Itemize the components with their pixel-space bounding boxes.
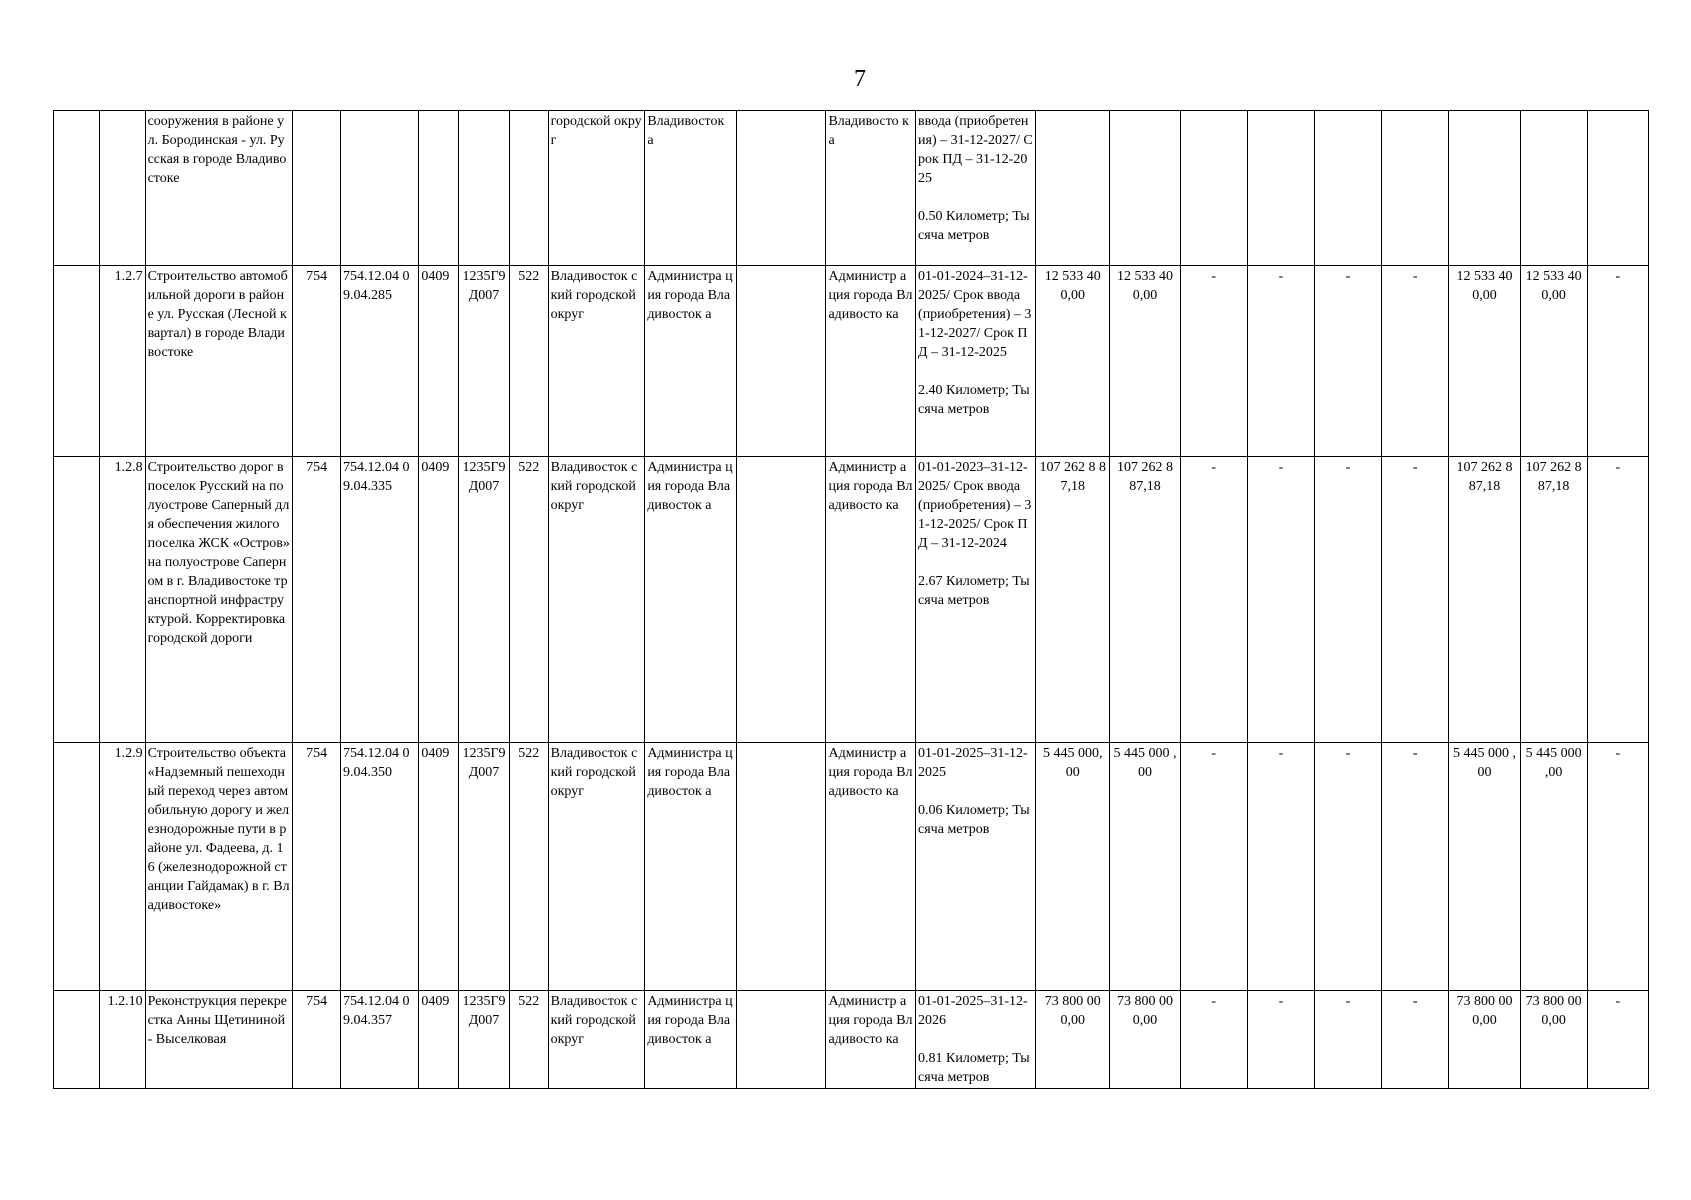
cell-object-name: Строительство дорог в поселок Русский на полуострове Саперный для обеспечения жилого поселка ЖСК «Остров» на полуострове Саперном в г. Владивостоке транспортной инфраструктурой. Корректировка городской дороги	[145, 457, 293, 743]
cell-municipality: Владивосток ский городской округ	[548, 457, 645, 743]
cell-empty	[736, 111, 826, 266]
cell-value-4	[1247, 111, 1314, 266]
cell-terms: 01-01-2025–31-12-2025 0.06 Километр; Тысяча метров	[916, 743, 1036, 991]
cell-value-5: -	[1314, 266, 1381, 457]
cell-value-1: 107 262 8 87,18	[1036, 457, 1110, 743]
table-row	[54, 457, 1649, 743]
cell-value-3: -	[1180, 743, 1247, 991]
cell-value-6: -	[1382, 991, 1449, 1089]
table-row	[54, 111, 1649, 266]
cell-value-2: 107 262 8 87,18	[1110, 457, 1180, 743]
cell-value-2: 5 445 000 ,00	[1110, 743, 1180, 991]
cell-empty	[736, 457, 826, 743]
cell-municipality: городской округ	[548, 111, 645, 266]
cell-object-code: 754.12.04 09.04.285	[341, 266, 419, 457]
cell-object-code	[341, 111, 419, 266]
cell-empty	[736, 266, 826, 457]
cell-vr: 522	[509, 991, 548, 1089]
cell-municipality: Владивосток ский городской округ	[548, 266, 645, 457]
table-row	[54, 266, 1649, 457]
cell-csr: 1235Г9 Д007	[459, 991, 510, 1089]
cell-value-7: 12 533 40 0,00	[1449, 266, 1520, 457]
cell-value-6: -	[1382, 457, 1449, 743]
cell-terms: 01-01-2025–31-12-2026 0.81 Километр; Тысяча метров	[916, 991, 1036, 1089]
cell-value-3: -	[1180, 991, 1247, 1089]
cell-value-7: 5 445 000 ,00	[1449, 743, 1520, 991]
cell-municipality: Владивосток ский городской округ	[548, 743, 645, 991]
cell-blank	[54, 111, 100, 266]
cell-object-name: Строительство автомобильной дороги в районе ул. Русская (Лесной квартал) в городе Владивостоке	[145, 266, 293, 457]
cell-section: 0409	[419, 743, 459, 991]
cell-csr: 1235Г9 Д007	[459, 457, 510, 743]
cell-terms: 01-01-2024–31-12-2025/ Срок ввода (приобретения) – 31-12-2027/ Срок ПД – 31-12-2025 2.40 Километр; Тысяча метров	[916, 266, 1036, 457]
cell-number	[99, 111, 145, 266]
cell-object-code: 754.12.04 09.04.350	[341, 743, 419, 991]
cell-value-7: 73 800 00 0,00	[1449, 991, 1520, 1089]
cell-number: 1.2.8	[99, 457, 145, 743]
cell-grbs: 754	[293, 266, 341, 457]
cell-number: 1.2.10	[99, 991, 145, 1089]
cell-object-name: сооружения в районе ул. Бородинская - ул. Русская в городе Владивостоке	[145, 111, 293, 266]
cell-executor: Администр ация города Владивосто ка	[826, 991, 916, 1089]
cell-executor: Администр ация города Владивосто ка	[826, 743, 916, 991]
cell-vr: 522	[509, 743, 548, 991]
cell-value-5: -	[1314, 457, 1381, 743]
cell-customer: Администра ция города Владивосток а	[645, 457, 737, 743]
cell-value-8: 107 262 8 87,18	[1520, 457, 1587, 743]
cell-object-name: Реконструкция перекрестка Анны Щетининой - Выселковая	[145, 991, 293, 1089]
cell-grbs: 754	[293, 743, 341, 991]
cell-municipality: Владивосток ский городской округ	[548, 991, 645, 1089]
cell-vr	[509, 111, 548, 266]
cell-value-6: -	[1382, 743, 1449, 991]
cell-value-9	[1587, 111, 1648, 266]
cell-value-3: -	[1180, 266, 1247, 457]
cell-value-8: 12 533 40 0,00	[1520, 266, 1587, 457]
cell-value-5	[1314, 111, 1381, 266]
cell-terms: 01-01-2023–31-12-2025/ Срок ввода (приобретения) – 31-12-2025/ Срок ПД – 31-12-2024 2.67 Километр; Тысяча метров	[916, 457, 1036, 743]
cell-number: 1.2.9	[99, 743, 145, 991]
cell-executor: Владивосто ка	[826, 111, 916, 266]
table-row	[54, 991, 1649, 1089]
table-row	[54, 743, 1649, 991]
cell-object-code: 754.12.04 09.04.357	[341, 991, 419, 1089]
investment-objects-table	[53, 110, 1649, 1089]
cell-value-9: -	[1587, 266, 1648, 457]
cell-executor: Администр ация города Владивосто ка	[826, 266, 916, 457]
table-body	[54, 111, 1649, 1089]
cell-value-1	[1036, 111, 1110, 266]
cell-csr	[459, 111, 510, 266]
cell-grbs: 754	[293, 991, 341, 1089]
cell-empty	[736, 743, 826, 991]
cell-object-code: 754.12.04 09.04.335	[341, 457, 419, 743]
cell-object-name: Строительство объекта «Надземный пешеходный переход через автомобильную дорогу и железнодорожные пути в районе ул. Фадеева, д. 16 (железнодорожной станции Гайдамак) в г. Владивостоке»	[145, 743, 293, 991]
cell-value-1: 12 533 40 0,00	[1036, 266, 1110, 457]
cell-section: 0409	[419, 991, 459, 1089]
cell-value-2	[1110, 111, 1180, 266]
cell-value-2: 73 800 00 0,00	[1110, 991, 1180, 1089]
cell-value-2: 12 533 40 0,00	[1110, 266, 1180, 457]
cell-value-8: 5 445 000 ,00	[1520, 743, 1587, 991]
cell-value-3: -	[1180, 457, 1247, 743]
cell-section: 0409	[419, 457, 459, 743]
cell-blank	[54, 991, 100, 1089]
cell-value-4: -	[1247, 743, 1314, 991]
cell-customer: Администра ция города Владивосток а	[645, 991, 737, 1089]
cell-value-1: 73 800 00 0,00	[1036, 991, 1110, 1089]
cell-grbs	[293, 111, 341, 266]
cell-customer: Администра ция города Владивосток а	[645, 743, 737, 991]
page-number: 7	[854, 66, 866, 92]
cell-value-5: -	[1314, 743, 1381, 991]
cell-empty	[736, 991, 826, 1089]
cell-value-4: -	[1247, 991, 1314, 1089]
cell-value-4: -	[1247, 266, 1314, 457]
cell-terms: ввода (приобретения) – 31-12-2027/ Срок ПД – 31-12-2025 0.50 Километр; Тысяча метров	[916, 111, 1036, 266]
cell-value-8	[1520, 111, 1587, 266]
cell-customer: Владивосток а	[645, 111, 737, 266]
cell-value-9: -	[1587, 991, 1648, 1089]
cell-value-4: -	[1247, 457, 1314, 743]
cell-csr: 1235Г9 Д007	[459, 266, 510, 457]
cell-executor: Администр ация города Владивосто ка	[826, 457, 916, 743]
cell-value-9: -	[1587, 457, 1648, 743]
cell-vr: 522	[509, 457, 548, 743]
cell-value-1: 5 445 000, 00	[1036, 743, 1110, 991]
cell-section: 0409	[419, 266, 459, 457]
cell-value-3	[1180, 111, 1247, 266]
cell-value-7: 107 262 8 87,18	[1449, 457, 1520, 743]
cell-vr: 522	[509, 266, 548, 457]
cell-blank	[54, 743, 100, 991]
cell-blank	[54, 266, 100, 457]
cell-value-5: -	[1314, 991, 1381, 1089]
cell-customer: Администра ция города Владивосток а	[645, 266, 737, 457]
cell-value-9: -	[1587, 743, 1648, 991]
cell-value-8: 73 800 00 0,00	[1520, 991, 1587, 1089]
cell-grbs: 754	[293, 457, 341, 743]
cell-value-6: -	[1382, 266, 1449, 457]
cell-number: 1.2.7	[99, 266, 145, 457]
cell-csr: 1235Г9 Д007	[459, 743, 510, 991]
cell-value-6	[1382, 111, 1449, 266]
cell-value-7	[1449, 111, 1520, 266]
cell-section	[419, 111, 459, 266]
cell-blank	[54, 457, 100, 743]
